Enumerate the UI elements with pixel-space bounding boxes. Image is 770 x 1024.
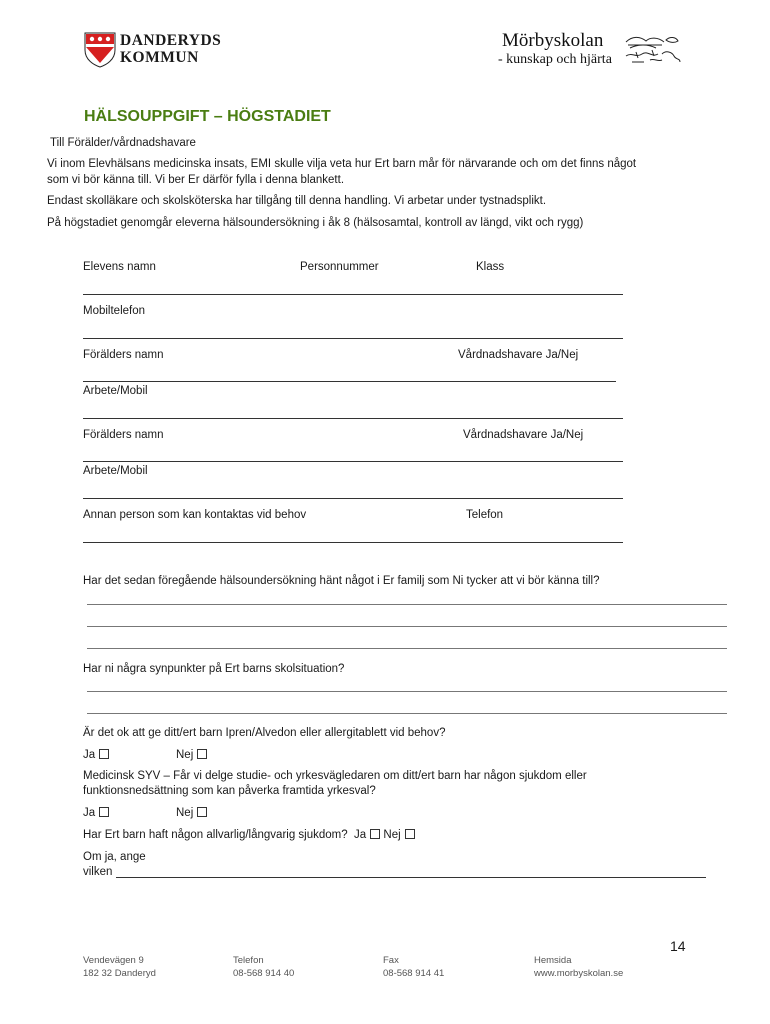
parent1-name-label: Förälders namn bbox=[83, 349, 164, 361]
intro-paragraph-1-line-2: som vi bör känna till. Vi ber Er därför fylla i denna blankett. bbox=[47, 174, 345, 186]
page-number: 14 bbox=[670, 938, 686, 954]
yes-label: Ja bbox=[83, 749, 96, 761]
footer-address-line-1: Vendevägen 9 bbox=[83, 955, 144, 966]
parent1-name-line[interactable] bbox=[83, 381, 616, 382]
footer-web-label: Hemsida bbox=[534, 955, 572, 966]
other-contact-line[interactable] bbox=[83, 542, 623, 543]
no-label: Nej bbox=[176, 749, 194, 761]
medication-yes-option[interactable] bbox=[83, 748, 109, 764]
question-specify-line-2: vilken bbox=[83, 866, 113, 878]
parent1-work-label: Arbete/Mobil bbox=[83, 385, 148, 397]
checkbox[interactable] bbox=[99, 749, 109, 759]
question-school-situation: Har ni några synpunkter på Ert barns skolsituation? bbox=[83, 663, 345, 675]
answer-line[interactable] bbox=[87, 691, 727, 692]
salutation: Till Förälder/vårdnadshavare bbox=[50, 137, 196, 149]
checkbox[interactable] bbox=[405, 829, 415, 839]
municipality-line-1: DANDERYDS bbox=[120, 32, 222, 49]
page-title: HÄLSOUPPGIFT – HÖGSTADIET bbox=[84, 108, 331, 125]
footer-address-line-2: 182 32 Danderyd bbox=[83, 968, 156, 979]
checkbox[interactable] bbox=[197, 807, 207, 817]
school-tagline: - kunskap och hjärta bbox=[498, 52, 612, 67]
specify-answer-line[interactable] bbox=[116, 877, 706, 878]
parent1-work-line[interactable] bbox=[83, 418, 623, 419]
intro-paragraph-1-line-1: Vi inom Elevhälsans medicinska insats, EMI skulle vilja veta hur Ert barn mår för närvarande och om det finns något bbox=[47, 158, 637, 170]
answer-line[interactable] bbox=[87, 713, 727, 714]
morbyskolan-logo bbox=[498, 30, 688, 70]
other-contact-label: Annan person som kan kontaktas vid behov bbox=[83, 509, 307, 521]
mobile-line[interactable] bbox=[83, 338, 623, 339]
serious-illness-text: Har Ert barn haft någon allvarlig/långvarig sjukdom? bbox=[83, 829, 348, 841]
other-phone-label: Telefon bbox=[466, 509, 504, 521]
parent1-guardian-label: Vårdnadshavare Ja/Nej bbox=[458, 349, 579, 361]
question-specify-line-1: Om ja, ange bbox=[83, 851, 146, 863]
footer-fax bbox=[383, 954, 444, 980]
medication-no-option[interactable] bbox=[176, 748, 207, 764]
syv-yes-option[interactable] bbox=[83, 806, 109, 822]
footer-address bbox=[83, 954, 156, 980]
intro-paragraph-3: På högstadiet genomgår eleverna hälsoundersökning i åk 8 (hälsosamtal, kontroll av längd, vikt och rygg) bbox=[47, 217, 584, 229]
footer-phone-label: Telefon bbox=[233, 955, 264, 966]
birds-illustration-icon bbox=[622, 32, 682, 68]
checkbox[interactable] bbox=[370, 829, 380, 839]
parent2-name-line[interactable] bbox=[83, 461, 623, 462]
question-serious-illness bbox=[83, 828, 415, 844]
danderyd-kommun-logo bbox=[84, 32, 234, 70]
yes-label: Ja bbox=[83, 807, 96, 819]
mobile-label: Mobiltelefon bbox=[83, 305, 146, 317]
question-syv-line-2: funktionsnedsättning som kan påverka framtida yrkesval? bbox=[83, 785, 376, 797]
question-medication: Är det ok att ge ditt/ert barn Ipren/Alvedon eller allergitablett vid behov? bbox=[83, 727, 446, 739]
parent2-work-line[interactable] bbox=[83, 498, 623, 499]
parent2-name-label: Förälders namn bbox=[83, 429, 164, 441]
no-label: Nej bbox=[176, 807, 194, 819]
parent2-guardian-label: Vårdnadshavare Ja/Nej bbox=[463, 429, 584, 441]
intro-paragraph-2: Endast skolläkare och skolsköterska har tillgång till denna handling. Vi arbetar under tystnadsplikt. bbox=[47, 195, 547, 207]
answer-line[interactable] bbox=[87, 648, 727, 649]
student-name-label: Elevens namn bbox=[83, 261, 156, 273]
parent2-work-label: Arbete/Mobil bbox=[83, 465, 148, 477]
footer-fax-value: 08-568 914 41 bbox=[383, 968, 445, 979]
class-label: Klass bbox=[476, 261, 505, 273]
student-info-line[interactable] bbox=[83, 294, 623, 295]
answer-line[interactable] bbox=[87, 604, 727, 605]
no-label: Nej bbox=[383, 829, 401, 841]
personal-number-label: Personnummer bbox=[300, 261, 379, 273]
footer-fax-label: Fax bbox=[383, 955, 399, 966]
question-family-changes: Har det sedan föregående hälsoundersökning hänt något i Er familj som Ni tycker att vi bör känna till? bbox=[83, 575, 600, 587]
danderyd-shield-icon bbox=[84, 32, 116, 68]
municipality-line-2: KOMMUN bbox=[120, 49, 199, 66]
municipality-name bbox=[120, 32, 221, 66]
checkbox[interactable] bbox=[99, 807, 109, 817]
question-syv-line-1: Medicinsk SYV – Får vi delge studie- och yrkesvägledaren om ditt/ert barn har någon sjukdom eller bbox=[83, 770, 587, 782]
syv-no-option[interactable] bbox=[176, 806, 207, 822]
answer-line[interactable] bbox=[87, 626, 727, 627]
footer-phone bbox=[233, 954, 294, 980]
yes-label: Ja bbox=[354, 829, 367, 841]
footer-phone-value: 08-568 914 40 bbox=[233, 968, 295, 979]
school-name: Mörbyskolan bbox=[502, 30, 604, 51]
footer-website bbox=[534, 954, 623, 980]
checkbox[interactable] bbox=[197, 749, 207, 759]
footer-web-link[interactable]: www.morbyskolan.se bbox=[534, 968, 624, 979]
